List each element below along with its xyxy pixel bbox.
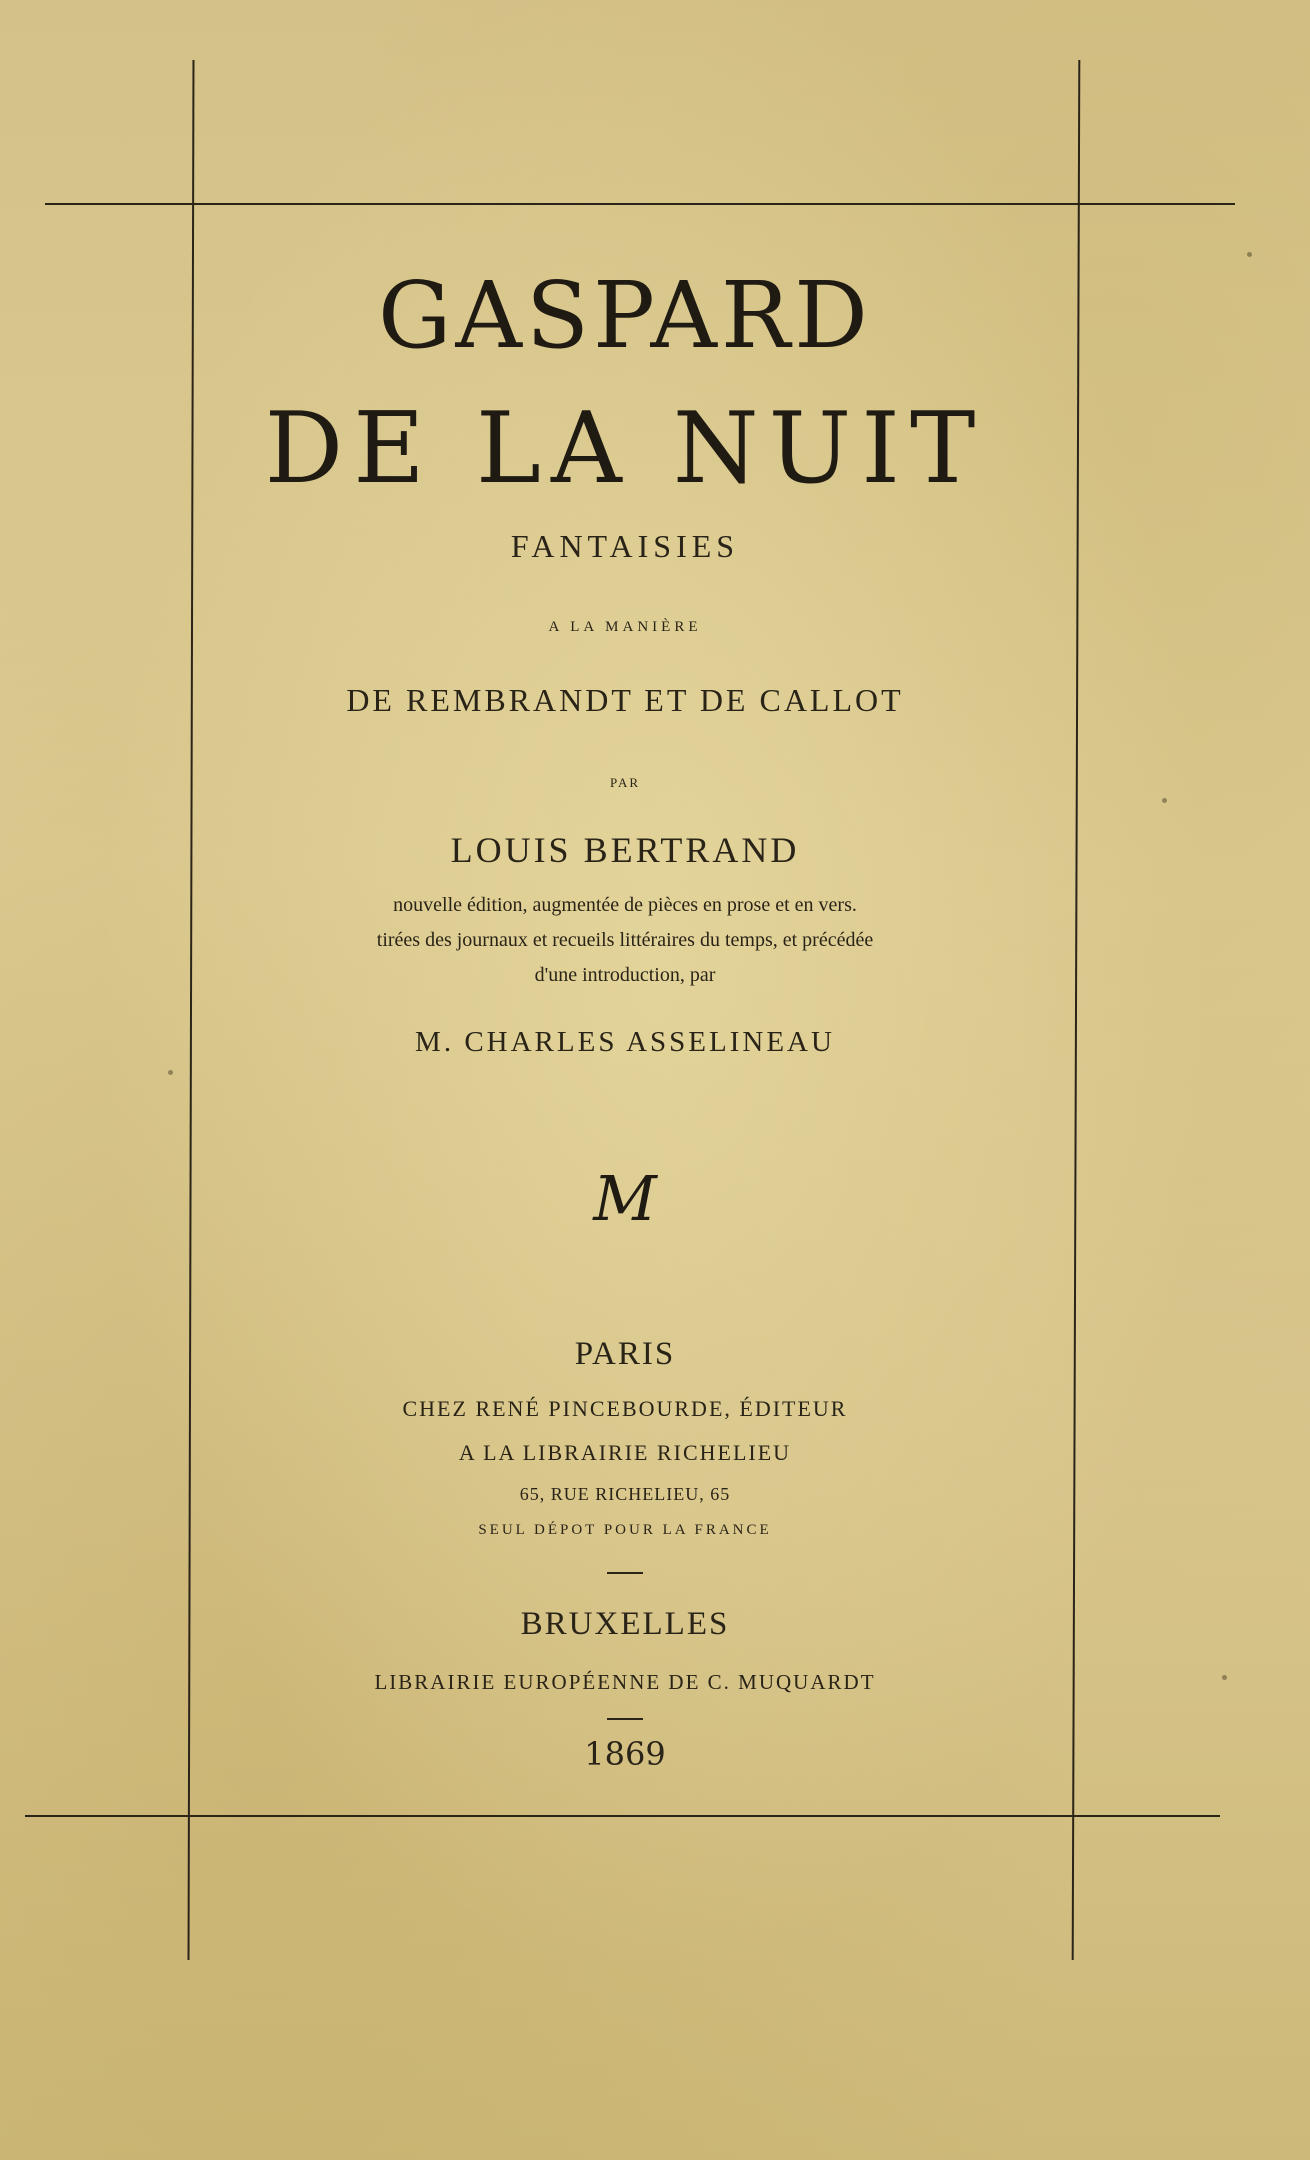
edition-note-line-1: nouvelle édition, augmentée de pièces en prose et en vers.: [393, 894, 857, 916]
bruxelles-publisher-line: LIBRAIRIE EUROPÉENNE DE C. MUQUARDT: [374, 1670, 876, 1694]
title-page: [190, 210, 1060, 1810]
paper-speck: [1162, 798, 1167, 803]
introducer-name: M. CHARLES ASSELINEAU: [415, 1026, 835, 1058]
by-label: PAR: [609, 775, 641, 790]
paper-speck: [1247, 252, 1252, 257]
subtitle-line-1: FANTAISIES: [510, 528, 740, 564]
paper-speck: [168, 1070, 173, 1075]
publisher-mark: M: [593, 1162, 657, 1235]
edition-note-line-3: d'une introduction, par: [534, 964, 716, 986]
paper-speck: [1222, 1675, 1227, 1680]
subtitle-line-2: A LA MANIÈRE: [548, 619, 702, 635]
paris-city: PARIS: [574, 1336, 676, 1372]
paris-publisher-line-1: CHEZ RENÉ PINCEBOURDE, ÉDITEUR: [402, 1396, 848, 1421]
publication-year: 1869: [584, 1735, 666, 1773]
edition-note-line-2: tirées des journaux et recueils littéraires du temps, et précédée: [376, 929, 874, 951]
separator-rule-1: [607, 1572, 643, 1574]
paris-publisher-line-3: 65, RUE RICHELIEU, 65: [519, 1484, 731, 1504]
paris-publisher-line-4: SEUL DÉPOT POUR LA FRANCE: [478, 1522, 772, 1538]
frame-right-rule: [1072, 60, 1081, 1960]
separator-rule-2: [607, 1718, 643, 1720]
title-line-2: DE LA NUIT: [264, 392, 986, 506]
subtitle-line-3: DE REMBRANDT ET DE CALLOT: [346, 682, 904, 718]
author-name: LOUIS BERTRAND: [450, 830, 800, 870]
paris-publisher-line-2: A LA LIBRAIRIE RICHELIEU: [458, 1440, 792, 1465]
bruxelles-city: BRUXELLES: [520, 1606, 730, 1642]
frame-top-rule: [45, 203, 1235, 205]
title-line-1: GASPARD: [378, 262, 872, 369]
frame-bottom-rule: [25, 1815, 1220, 1817]
